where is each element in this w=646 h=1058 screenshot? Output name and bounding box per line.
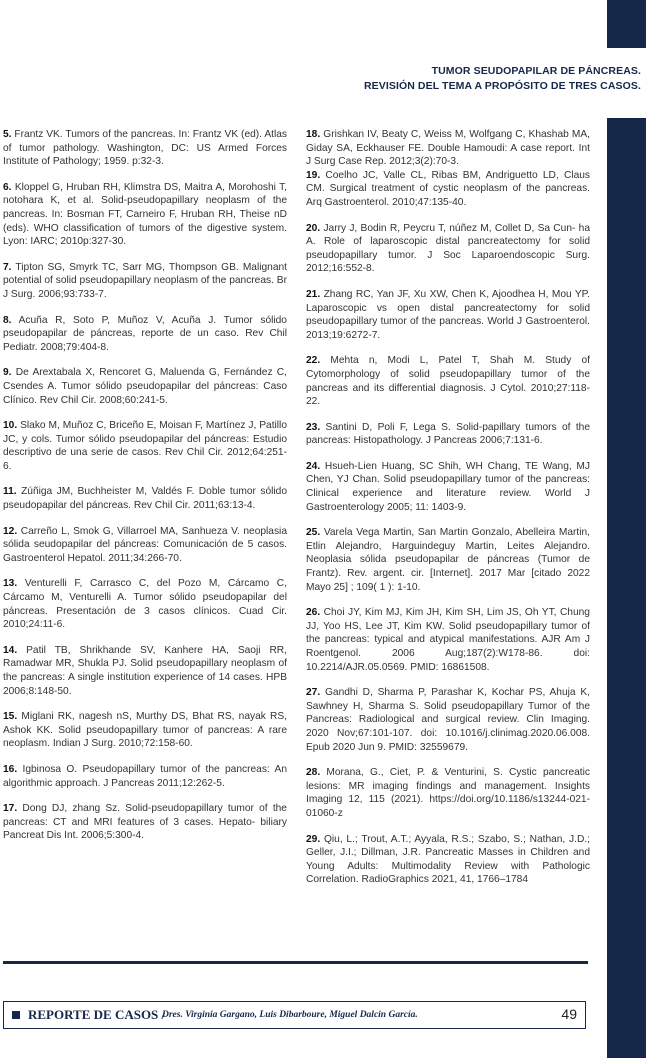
reference-number: 21.	[306, 288, 321, 300]
reference-number: 9.	[3, 367, 12, 379]
side-accent-bar	[607, 118, 646, 1058]
page-number: 49	[561, 1006, 577, 1022]
reference-number: 13.	[3, 578, 18, 590]
reference-item	[3, 261, 287, 302]
reference-number: 27.	[306, 687, 321, 699]
reference-text: Mehta n, Modi L, Patel T, Shah M. Study of Cytomorphology of solid pseudopapillary tumor of the pancreas and its differential diagnosis. J Cytol. 2010;27:118-22.	[306, 355, 590, 408]
header-line-1: TUMOR SEUDOPAPILAR DE PÁNCREAS.	[431, 65, 641, 77]
top-accent-bar	[607, 0, 646, 48]
reference-text: Varela Vega Martin, San Martin Gonzalo, Abelleira Martin, Etlin Alejandro, Harguindeguy Martin, Leites Alejandro. Neoplasia sólida pseudopapilar de páncreas (Tumor de Frantz). Rev. argent. cir. [Internet]. 2017 Mar [citado 2022 Mayo 25] ; 109( 1 ): 1-10.	[306, 527, 590, 593]
reference-text: Morana, G., Ciet, P. & Venturini, S. Cystic pancreatic lesions: MR imaging findings and management. Insights Imaging 12, 115 (2021). https://doi.org/10.1186/s13244-021-01060-z	[306, 767, 590, 819]
reference-number: 7.	[3, 261, 12, 273]
reference-number: 10.	[3, 420, 18, 432]
reference-text: De Arextabala X, Rencoret G, Maluenda G, Fernández C, Csendes A. Tumor sólido pseudopapilar del páncreas: Caso Clínico. Rev Chil Cir. 2008;60:241-5.	[3, 367, 287, 406]
footer-square-icon	[12, 1011, 20, 1019]
reference-text: Santini D, Poli F, Lega S. Solid-papillary tumors of the pancreas: Histopathology. J Pancreas 2006;7:131-6.	[306, 421, 590, 447]
reference-item	[3, 644, 287, 698]
references-right-column	[306, 128, 590, 899]
reference-number: 5.	[3, 129, 12, 140]
reference-number: 11.	[3, 486, 17, 498]
reference-number: 25.	[306, 527, 321, 539]
reference-text: Grishkan IV, Beaty C, Weiss M, Wolfgang C, Khashab MA, Giday SA, Eckhauser FE. Double Hamoudi: A case report. Int J Surg Case Rep. 2012;3(2):70-3.	[306, 129, 590, 168]
reference-item	[3, 181, 287, 249]
reference-number: 23.	[306, 421, 321, 433]
reference-text: Carreño L, Smok G, Villarroel MA, Sanhueza V. neoplasia sólida seudopapilar del páncreas: Comunicación de 5 casos. Gastroenterol Hepatol. 2011;34:266-70.	[3, 525, 287, 564]
reference-text: Zúñiga JM, Buchheister M, Valdés F. Doble tumor sólido pseudopapilar del páncreas. Rev Chil Cir. 2011;63:13-4.	[3, 486, 287, 512]
reference-number: 15.	[3, 711, 18, 723]
reference-number: 22.	[306, 355, 321, 367]
references-left-column	[3, 128, 287, 855]
reference-number: 12.	[3, 525, 18, 537]
reference-text: Acuña R, Soto P, Muñoz V, Acuña J. Tumor sólido pseudopapilar de páncreas, reporte de un caso. Rev Chil Pediatr. 2008;79:404-8.	[3, 314, 287, 353]
reference-item	[3, 763, 287, 790]
reference-item	[306, 288, 590, 342]
reference-item	[306, 169, 590, 210]
reference-item	[306, 833, 590, 887]
reference-text: Choi JY, Kim MJ, Kim JH, Kim SH, Lim JS, Oh YT, Chung JJ, Yoo HS, Lee JT, Kim KW. Solid pseudopapillary tumor of the pancreas: typical and atypical manifestations. AJR Am J Roentgenol. 2006 Aug;187(2):W178-86. doi: 10.2214/AJR.05.0569. PMID: 16861508.	[306, 607, 590, 673]
reference-text: Gandhi D, Sharma P, Parashar K, Kochar PS, Ahuja K, Sawhney H, Sharma S. Solid pseudopapillary Tumor of the Pancreas: Radiological and surgical review. Clin Imaging. 2020 Nov;67:101-107. doi: 10.1016/j.clinimag.2020.06.008. Epub 2020 Jun 9. PMID: 32559679.	[306, 687, 590, 753]
reference-text: Zhang RC, Yan JF, Xu XW, Chen K, Ajoodhea H, Mou YP. Laparoscopic vs open distal pancreatectomy for solid pseudopapillary tumor of the pancreas. World J Gastroenterol. 2013;19:6272-7.	[306, 288, 590, 341]
reference-item	[3, 419, 287, 473]
reference-item	[3, 802, 287, 843]
divider-rule	[3, 961, 588, 964]
reference-text: Patil TB, Shrikhande SV, Kanhere HA, Saoji RR, Ramadwar MR, Shukla PJ. Solid pseudopapillary neoplasm of the pancreas: A single institution experience of 14 cases. HPB 2006;8:148-50.	[3, 644, 287, 697]
reference-number: 6.	[3, 181, 12, 193]
reference-item	[306, 526, 590, 594]
reference-number: 18.	[306, 129, 321, 140]
reference-item	[306, 766, 590, 820]
reference-text: Jarry J, Bodin R, Peycru T, núñez M, Collet D, Sa Cun- ha A. Role of laparoscopic distal pancreatectomy for solid pseudopapillary tumor. J Soc Laparoendoscopic Surg. 2012;16:552-8.	[306, 222, 590, 275]
footer-section-title: REPORTE DE CASOS /	[28, 1007, 166, 1022]
reference-number: 8.	[3, 314, 12, 326]
reference-item	[306, 354, 590, 408]
reference-item	[3, 710, 287, 751]
reference-item	[3, 128, 287, 169]
reference-item	[306, 460, 590, 514]
reference-text: Hsueh-Lien Huang, SC Shih, WH Chang, TE Wang, MJ Chen, YJ Chan. Solid pseudopapillary tumor of the pancreas: Clinical experience and literature review. World J Gastroenterology 2005; 11: 1403-9.	[306, 460, 590, 513]
reference-text: Coelho JC, Valle CL, Ribas BM, Andriguetto LD, Claus CM. Surgical treatment of cystic neoplasm of the pancreas. Arq Gastroenterol. 2010;47:135-40.	[306, 169, 590, 208]
running-header	[364, 64, 641, 94]
reference-item	[306, 222, 590, 276]
reference-text: Igbinosa O. Pseudopapillary tumor of the pancreas: An algorithmic approach. J Pancreas 2011;12:262-5.	[3, 763, 287, 789]
reference-number: 14.	[3, 644, 18, 656]
reference-number: 28.	[306, 767, 321, 779]
reference-number: 29.	[306, 833, 321, 845]
reference-text: Kloppel G, Hruban RH, Klimstra DS, Maitra A, Morohoshi T, notohara K, et al. Solid-pseudopapillary neoplasm of the pancreas. In: Bosman FT, Carneiro F, Hruban RH, Theise nD (eds). WHO classification of tumors of the digestive system. Lyon: IARC; 2010p:327-30.	[3, 181, 287, 248]
reference-number: 24.	[306, 460, 321, 472]
reference-item	[3, 577, 287, 631]
reference-text: Frantz VK. Tumors of the pancreas. In: Frantz VK (ed). Atlas of tumor pathology. Washington, DC: US Armed Forces Institute of Pathology; 1959. p:32-3.	[3, 129, 287, 168]
reference-item	[306, 421, 590, 448]
reference-text: Miglani RK, nagesh nS, Murthy DS, Bhat RS, nayak RS, Ashok KK. Solid pseudopapillary tumor of pancreas: A rare neoplasm. Indian J Surg. 2010;72:158-60.	[3, 711, 287, 750]
reference-number: 26.	[306, 607, 321, 619]
reference-number: 16.	[3, 763, 18, 775]
reference-number: 20.	[306, 222, 321, 234]
page-footer	[3, 1001, 586, 1029]
reference-text: Venturelli F, Carrasco C, del Pozo M, Cárcamo C, Cárcamo M, Venturelli A. Tumor sólido pseudopapilar del páncreas. Presentación de 3 casos clínicos. Cuad Cir. 2010;24:11-6.	[3, 578, 287, 631]
reference-text: Dong DJ, zhang Sz. Solid-pseudopapillary tumor of the pancreas: CT and MRI features of 3 cases. Hepato- biliary Pancreat Dis Int. 2006;5:300-4.	[3, 803, 287, 842]
reference-number: 19.	[306, 169, 321, 181]
reference-number: 17.	[3, 803, 18, 815]
header-line-2: REVISIÓN DEL TEMA A PROPÓSITO DE TRES CASOS.	[363, 80, 641, 92]
footer-authors: Dres. Virginia Gargano, Luis Dibarboure, Miguel Dalcin García.	[162, 1010, 418, 1020]
reference-text: Qiu, L.; Trout, A.T.; Ayyala, R.S.; Szabo, S.; Nathan, J.D.; Geller, J.I.; Dillman, J.R. Pancreatic Masses in Children and Young Adults: Multimodality Review with Pathologic Correlation. RadioGraphics 2021, 41, 1766–1784	[306, 833, 590, 886]
reference-text: Tipton SG, Smyrk TC, Sarr MG, Thompson GB. Malignant potential of solid pseudopapillary neoplasm of the pancreas. Br J Surg. 2006;93:733-7.	[3, 261, 287, 300]
reference-item	[3, 366, 287, 407]
reference-item	[3, 485, 287, 512]
reference-item	[3, 525, 287, 566]
reference-item	[306, 128, 590, 169]
reference-text: Slako M, Muñoz C, Briceño E, Moisan F, Martínez J, Patillo JC, y cols. Tumor sólido pseudopapilar del páncreas: Estudio descriptivo de una serie de casos. Rev Chil Cir. 2012;64:251-6.	[3, 420, 287, 472]
reference-item	[306, 686, 590, 754]
reference-item	[306, 606, 590, 674]
reference-item	[3, 314, 287, 355]
